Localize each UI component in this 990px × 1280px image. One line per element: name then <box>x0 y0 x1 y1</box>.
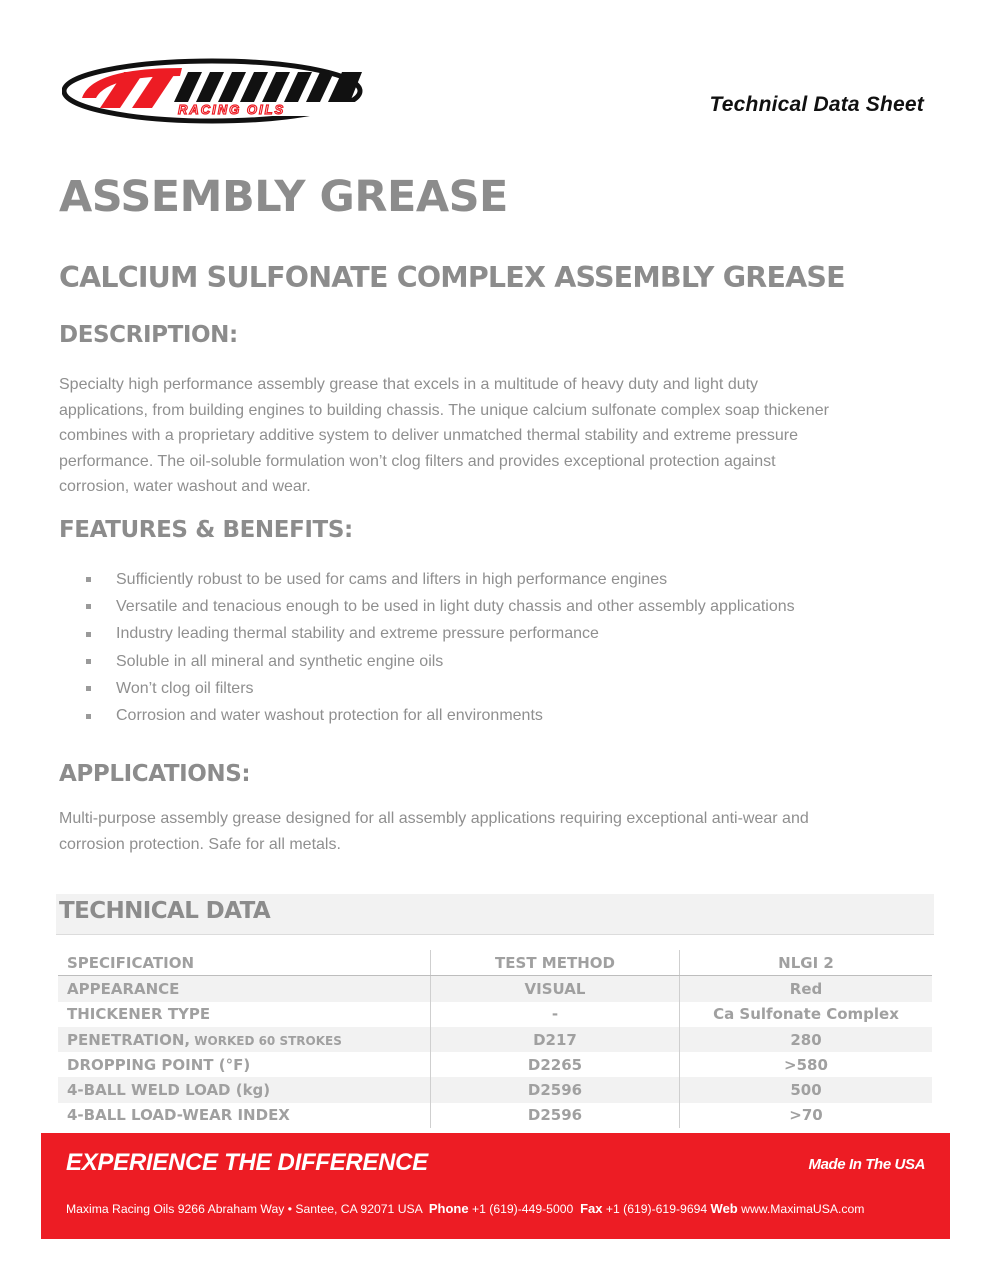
method-cell: D2265 <box>431 1052 680 1077</box>
table-header-row <box>58 950 932 976</box>
description-line: performance. The oil-soluble formulation won’t clog filters and provides exceptional protection against <box>59 452 776 470</box>
spec-cell: 4-BALL LOAD-WEAR INDEX <box>58 1103 431 1128</box>
phone-number: +1 (619)-449-5000 <box>471 1202 574 1216</box>
method-cell: D2596 <box>431 1103 680 1128</box>
feature-item: Versatile and tenacious enough to be used in light duty chassis and other assembly applications <box>86 593 795 620</box>
company-address: Maxima Racing Oils 9266 Abraham Way • Santee, CA 92071 USA <box>66 1202 423 1216</box>
phone-label: Phone <box>428 1201 469 1216</box>
features-list <box>86 566 795 730</box>
table-row <box>58 1103 932 1128</box>
product-title: ASSEMBLY GREASE <box>59 172 508 222</box>
table-row <box>58 1077 932 1102</box>
square-bullet-icon <box>86 686 91 691</box>
document-type-label: Technical Data Sheet <box>709 93 924 116</box>
footer-tagline: EXPERIENCE THE DIFFERENCE <box>66 1149 428 1176</box>
value-cell: >580 <box>784 1055 828 1074</box>
website-link[interactable]: www.MaximaUSA.com <box>741 1202 865 1216</box>
square-bullet-icon <box>86 714 91 719</box>
value-cell: 500 <box>680 1077 933 1102</box>
table-row <box>58 976 932 1002</box>
description-text <box>59 372 939 500</box>
column-header-specification: SPECIFICATION <box>58 950 431 976</box>
description-heading: DESCRIPTION: <box>59 322 238 348</box>
feature-item: Soluble in all mineral and synthetic engine oils <box>86 648 795 675</box>
description-line: combines with a proprietary additive system to deliver unmatched thermal stability and extreme pressure <box>59 427 798 444</box>
footer-contact-info <box>66 1201 864 1216</box>
feature-item: Industry leading thermal stability and extreme pressure performance <box>86 621 795 648</box>
spec-cell: PENETRATION, WORKED 60 STROKES <box>58 1027 431 1052</box>
maxima-racing-oils-logo <box>62 58 382 124</box>
description-line: applications, from building engines to building chassis. The unique calcium sulfonate complex soap thickener <box>59 401 829 419</box>
product-subtitle: CALCIUM SULFONATE COMPLEX ASSEMBLY GREASE <box>59 261 845 294</box>
value-cell: Ca Sulfonate Complex <box>713 1005 899 1024</box>
footer-banner <box>41 1133 950 1239</box>
square-bullet-icon <box>86 604 91 609</box>
spec-cell: THICKENER TYPE <box>58 1002 431 1027</box>
column-header-test-method: TEST METHOD <box>431 950 680 976</box>
made-in-usa-label: Made In The USA <box>808 1156 925 1173</box>
column-header-grade: NLGI 2 <box>680 950 933 976</box>
method-cell: VISUAL <box>431 976 680 1002</box>
logo-graphic <box>62 58 382 124</box>
fax-label: Fax <box>580 1201 603 1216</box>
spec-note: WORKED 60 STROKES <box>190 1033 342 1048</box>
method-cell: D217 <box>431 1027 680 1052</box>
applications-line: corrosion protection. Safe for all metals. <box>59 835 341 853</box>
method-cell: D2596 <box>431 1077 680 1102</box>
technical-data-table <box>58 950 932 1128</box>
value-cell: Red <box>680 976 933 1002</box>
fax-number: +1 (619)-619-9694 <box>605 1202 708 1216</box>
svg-text:RACING OILS: RACING OILS <box>178 102 286 117</box>
feature-item: Won’t clog oil filters <box>86 675 795 702</box>
square-bullet-icon <box>86 632 91 637</box>
spec-cell: APPEARANCE <box>58 976 431 1002</box>
spec-cell: 4-BALL WELD LOAD (kg) <box>58 1077 431 1102</box>
applications-text <box>59 806 939 857</box>
table-row <box>58 1002 932 1027</box>
table-row <box>58 1052 932 1077</box>
square-bullet-icon <box>86 659 91 664</box>
web-label: Web <box>710 1201 738 1216</box>
value-cell: >70 <box>789 1106 823 1125</box>
features-heading: FEATURES & BENEFITS: <box>59 517 353 543</box>
table-row <box>58 1027 932 1052</box>
square-bullet-icon <box>86 577 91 582</box>
description-line: corrosion, water washout and wear. <box>59 478 311 495</box>
applications-line: Multi-purpose assembly grease designed for all assembly applications requiring exceptional anti-wear and <box>59 810 809 827</box>
method-cell: - <box>431 1002 680 1027</box>
applications-heading: APPLICATIONS: <box>59 761 251 787</box>
spec-cell: DROPPING POINT (°F) <box>58 1052 431 1077</box>
technical-data-heading: TECHNICAL DATA <box>59 898 271 924</box>
feature-item: Corrosion and water washout protection for all environments <box>86 702 795 729</box>
description-line: Specialty high performance assembly grease that excels in a multitude of heavy duty and light duty <box>59 376 759 393</box>
feature-item: Sufficiently robust to be used for cams and lifters in high performance engines <box>86 566 795 593</box>
technical-data-band <box>56 894 934 935</box>
value-cell: 280 <box>680 1027 933 1052</box>
